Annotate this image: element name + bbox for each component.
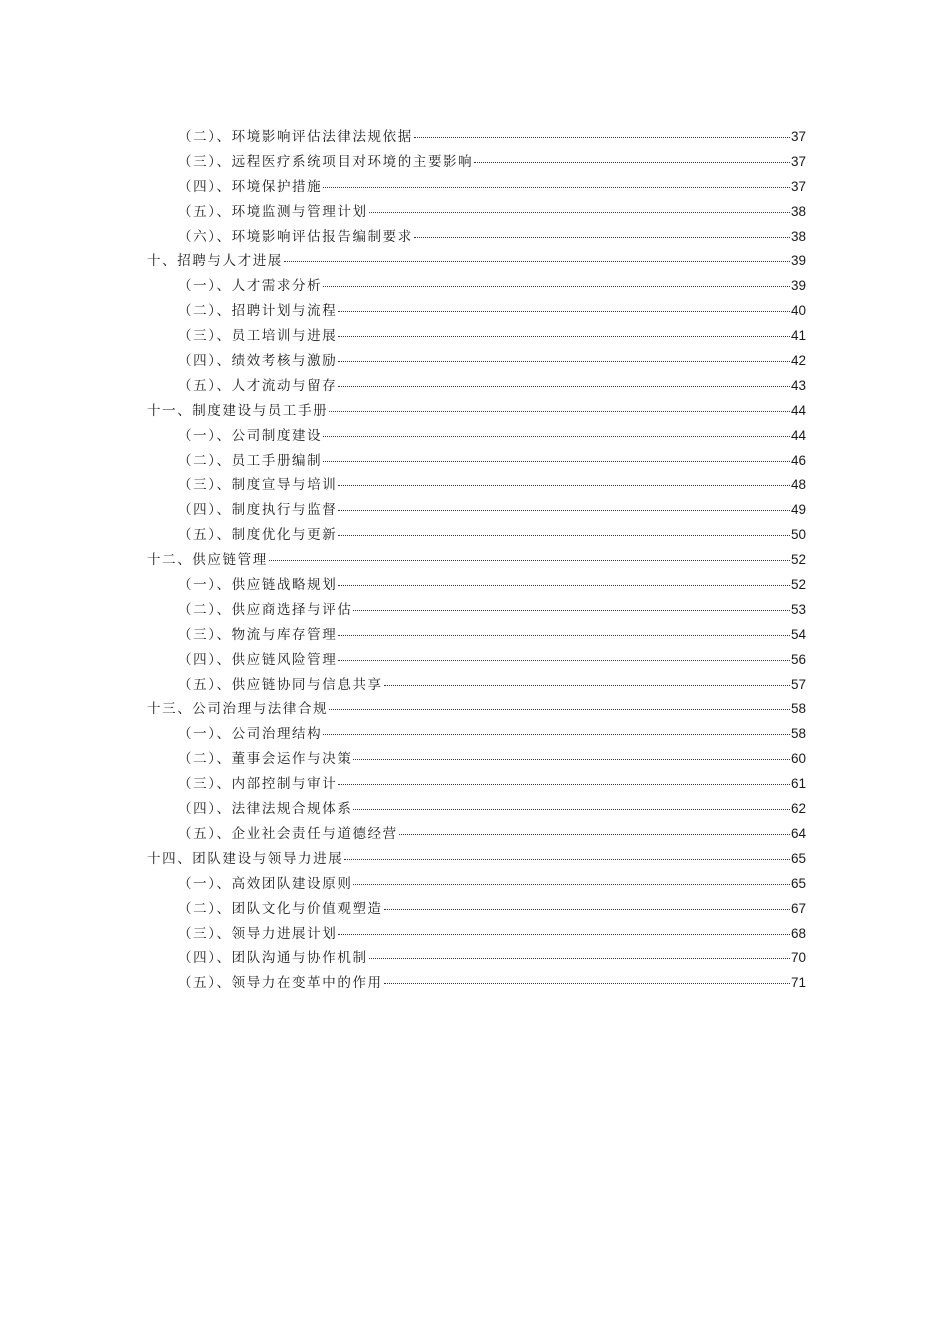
toc-section-entry[interactable] — [147, 797, 806, 822]
toc-dot-leader — [323, 733, 790, 735]
toc-page-number: 65 — [790, 850, 806, 866]
toc-dot-leader — [338, 534, 790, 536]
toc-dot-leader — [323, 285, 790, 287]
toc-page-number: 37 — [790, 129, 806, 144]
toc-page-number: 60 — [790, 751, 806, 767]
toc-entry-title: （三）、领导力进展计划 — [178, 925, 338, 942]
toc-dot-leader — [353, 808, 790, 810]
toc-chapter-entry[interactable] — [147, 847, 806, 872]
toc-dot-leader — [284, 260, 790, 262]
toc-page-number: 57 — [790, 676, 806, 692]
toc-page-number: 54 — [790, 626, 806, 642]
toc-entry-title: 十三、公司治理与法律合规 — [147, 701, 329, 718]
toc-entry-title: （四）、环境保护措施 — [178, 178, 323, 195]
toc-entry-title: （二）、招聘计划与流程 — [178, 303, 338, 320]
toc-page-number: 46 — [790, 452, 806, 468]
toc-page-number: 61 — [790, 776, 806, 792]
toc-entry-title: （一）、人才需求分析 — [178, 278, 323, 295]
toc-section-entry[interactable] — [147, 374, 806, 399]
toc-entry-title: （一）、供应链战略规划 — [178, 577, 338, 594]
toc-section-entry[interactable] — [147, 225, 806, 250]
toc-dot-leader — [338, 360, 790, 362]
toc-dot-leader — [369, 957, 790, 959]
toc-page-number: 70 — [790, 950, 806, 966]
toc-page-number: 42 — [790, 353, 806, 369]
toc-dot-leader — [474, 161, 790, 163]
table-of-contents — [147, 125, 806, 996]
toc-section-entry[interactable] — [147, 200, 806, 225]
toc-section-entry[interactable] — [147, 971, 806, 996]
toc-dot-leader — [338, 484, 790, 486]
toc-section-entry[interactable] — [147, 598, 806, 623]
toc-page-number: 38 — [790, 228, 806, 244]
toc-dot-leader — [399, 833, 790, 835]
toc-page-number: 58 — [790, 701, 806, 717]
toc-dot-leader — [369, 211, 790, 213]
toc-entry-title: 十四、团队建设与领导力进展 — [147, 850, 344, 867]
toc-section-entry[interactable] — [147, 150, 806, 175]
toc-entry-title: （二）、员工手册编制 — [178, 452, 323, 469]
toc-page-number: 41 — [790, 328, 806, 344]
toc-entry-title: （三）、内部控制与审计 — [178, 776, 338, 793]
toc-section-entry[interactable] — [147, 449, 806, 474]
toc-dot-leader — [338, 335, 790, 337]
toc-entry-title: （五）、制度优化与更新 — [178, 527, 338, 544]
toc-chapter-entry[interactable] — [147, 697, 806, 722]
toc-page-number: 39 — [790, 253, 806, 269]
toc-entry-title: （五）、企业社会责任与道德经营 — [178, 825, 398, 842]
toc-dot-leader — [329, 410, 790, 412]
toc-section-entry[interactable] — [147, 424, 806, 449]
toc-section-entry[interactable] — [147, 523, 806, 548]
toc-entry-title: （一）、高效团队建设原则 — [178, 875, 353, 892]
toc-section-entry[interactable] — [147, 473, 806, 498]
toc-dot-leader — [353, 758, 790, 760]
toc-dot-leader — [414, 236, 790, 238]
toc-dot-leader — [338, 634, 790, 636]
toc-section-entry[interactable] — [147, 922, 806, 947]
toc-dot-leader — [384, 908, 790, 910]
toc-entry-title: （三）、远程医疗系统项目对环境的主要影响 — [178, 153, 474, 170]
toc-section-entry[interactable] — [147, 897, 806, 922]
toc-entry-title: （一）、公司治理结构 — [178, 726, 323, 743]
toc-page-number: 38 — [790, 203, 806, 219]
toc-section-entry[interactable] — [147, 772, 806, 797]
toc-entry-title: （三）、员工培训与进展 — [178, 328, 338, 345]
toc-entry-title: （三）、物流与库存管理 — [178, 626, 338, 643]
toc-section-entry[interactable] — [147, 349, 806, 374]
toc-entry-title: （四）、制度执行与监督 — [178, 502, 338, 519]
toc-entry-title: （二）、团队文化与价值观塑造 — [178, 900, 383, 917]
toc-section-entry[interactable] — [147, 573, 806, 598]
toc-page-number: 56 — [790, 651, 806, 667]
toc-page-number: 58 — [790, 726, 806, 742]
toc-page-number: 62 — [790, 801, 806, 817]
toc-page-number: 65 — [790, 875, 806, 891]
toc-section-entry[interactable] — [147, 946, 806, 971]
toc-entry-title: （六）、环境影响评估报告编制要求 — [178, 228, 413, 245]
toc-dot-leader — [384, 982, 790, 984]
toc-entry-title: （四）、供应链风险管理 — [178, 651, 338, 668]
toc-entry-title: （一）、公司制度建设 — [178, 427, 323, 444]
toc-dot-leader — [338, 783, 790, 785]
toc-section-entry[interactable] — [147, 623, 806, 648]
toc-entry-title: （三）、制度宣导与培训 — [178, 477, 338, 494]
toc-section-entry[interactable] — [147, 175, 806, 200]
toc-page-number: 39 — [790, 278, 806, 294]
toc-entry-title: 十、招聘与人才进展 — [147, 253, 283, 270]
toc-section-entry[interactable] — [147, 822, 806, 847]
toc-page-number: 43 — [790, 377, 806, 393]
toc-entry-title: 十一、制度建设与员工手册 — [147, 402, 329, 419]
toc-dot-leader — [338, 584, 790, 586]
toc-page-number: 50 — [790, 527, 806, 543]
toc-dot-leader — [329, 708, 790, 710]
toc-section-entry[interactable] — [147, 673, 806, 698]
toc-dot-leader — [338, 310, 790, 312]
toc-page-number: 52 — [790, 552, 806, 568]
toc-dot-leader — [414, 136, 790, 138]
toc-dot-leader — [269, 559, 790, 561]
toc-entry-title: （五）、供应链协同与信息共享 — [178, 676, 383, 693]
toc-page-number: 67 — [790, 900, 806, 916]
toc-section-entry[interactable] — [147, 498, 806, 523]
toc-dot-leader — [353, 609, 790, 611]
toc-entry-title: （四）、团队沟通与协作机制 — [178, 950, 368, 967]
toc-section-entry[interactable] — [147, 274, 806, 299]
toc-chapter-entry[interactable] — [147, 399, 806, 424]
toc-dot-leader — [323, 435, 790, 437]
toc-dot-leader — [344, 858, 790, 860]
toc-dot-leader — [353, 883, 790, 885]
toc-page-number: 48 — [790, 477, 806, 493]
toc-section-entry[interactable] — [147, 722, 806, 747]
toc-entry-title: （五）、环境监测与管理计划 — [178, 203, 368, 220]
toc-page-number: 37 — [790, 153, 806, 169]
toc-section-entry[interactable] — [147, 299, 806, 324]
toc-page-number: 49 — [790, 502, 806, 518]
toc-chapter-entry[interactable] — [147, 548, 806, 573]
toc-page-number: 71 — [790, 975, 806, 991]
toc-page-number: 64 — [790, 825, 806, 841]
toc-dot-leader — [338, 509, 790, 511]
toc-dot-leader — [338, 933, 790, 935]
toc-dot-leader — [323, 460, 790, 462]
toc-entry-title: 十二、供应链管理 — [147, 552, 268, 569]
toc-page-number: 68 — [790, 925, 806, 941]
toc-page-number: 37 — [790, 178, 806, 194]
toc-page-number: 40 — [790, 303, 806, 319]
toc-dot-leader — [338, 385, 790, 387]
toc-entry-title: （五）、人才流动与留存 — [178, 377, 338, 394]
toc-section-entry[interactable] — [147, 125, 806, 150]
toc-dot-leader — [338, 659, 790, 661]
toc-entry-title: （二）、供应商选择与评估 — [178, 601, 353, 618]
toc-entry-title: （五）、领导力在变革中的作用 — [178, 975, 383, 992]
toc-page-number: 52 — [790, 577, 806, 593]
toc-section-entry[interactable] — [147, 648, 806, 673]
toc-entry-title: （二）、环境影响评估法律法规依据 — [178, 129, 413, 145]
toc-page-number: 53 — [790, 601, 806, 617]
toc-section-entry[interactable] — [147, 872, 806, 897]
toc-section-entry[interactable] — [147, 324, 806, 349]
toc-chapter-entry[interactable] — [147, 249, 806, 274]
toc-page-number: 44 — [790, 427, 806, 443]
toc-section-entry[interactable] — [147, 747, 806, 772]
toc-entry-title: （二）、董事会运作与决策 — [178, 751, 353, 768]
toc-entry-title: （四）、绩效考核与激励 — [178, 353, 338, 370]
toc-entry-title: （四）、法律法规合规体系 — [178, 801, 353, 818]
toc-dot-leader — [384, 684, 790, 686]
toc-dot-leader — [323, 186, 790, 188]
toc-page-number: 44 — [790, 402, 806, 418]
